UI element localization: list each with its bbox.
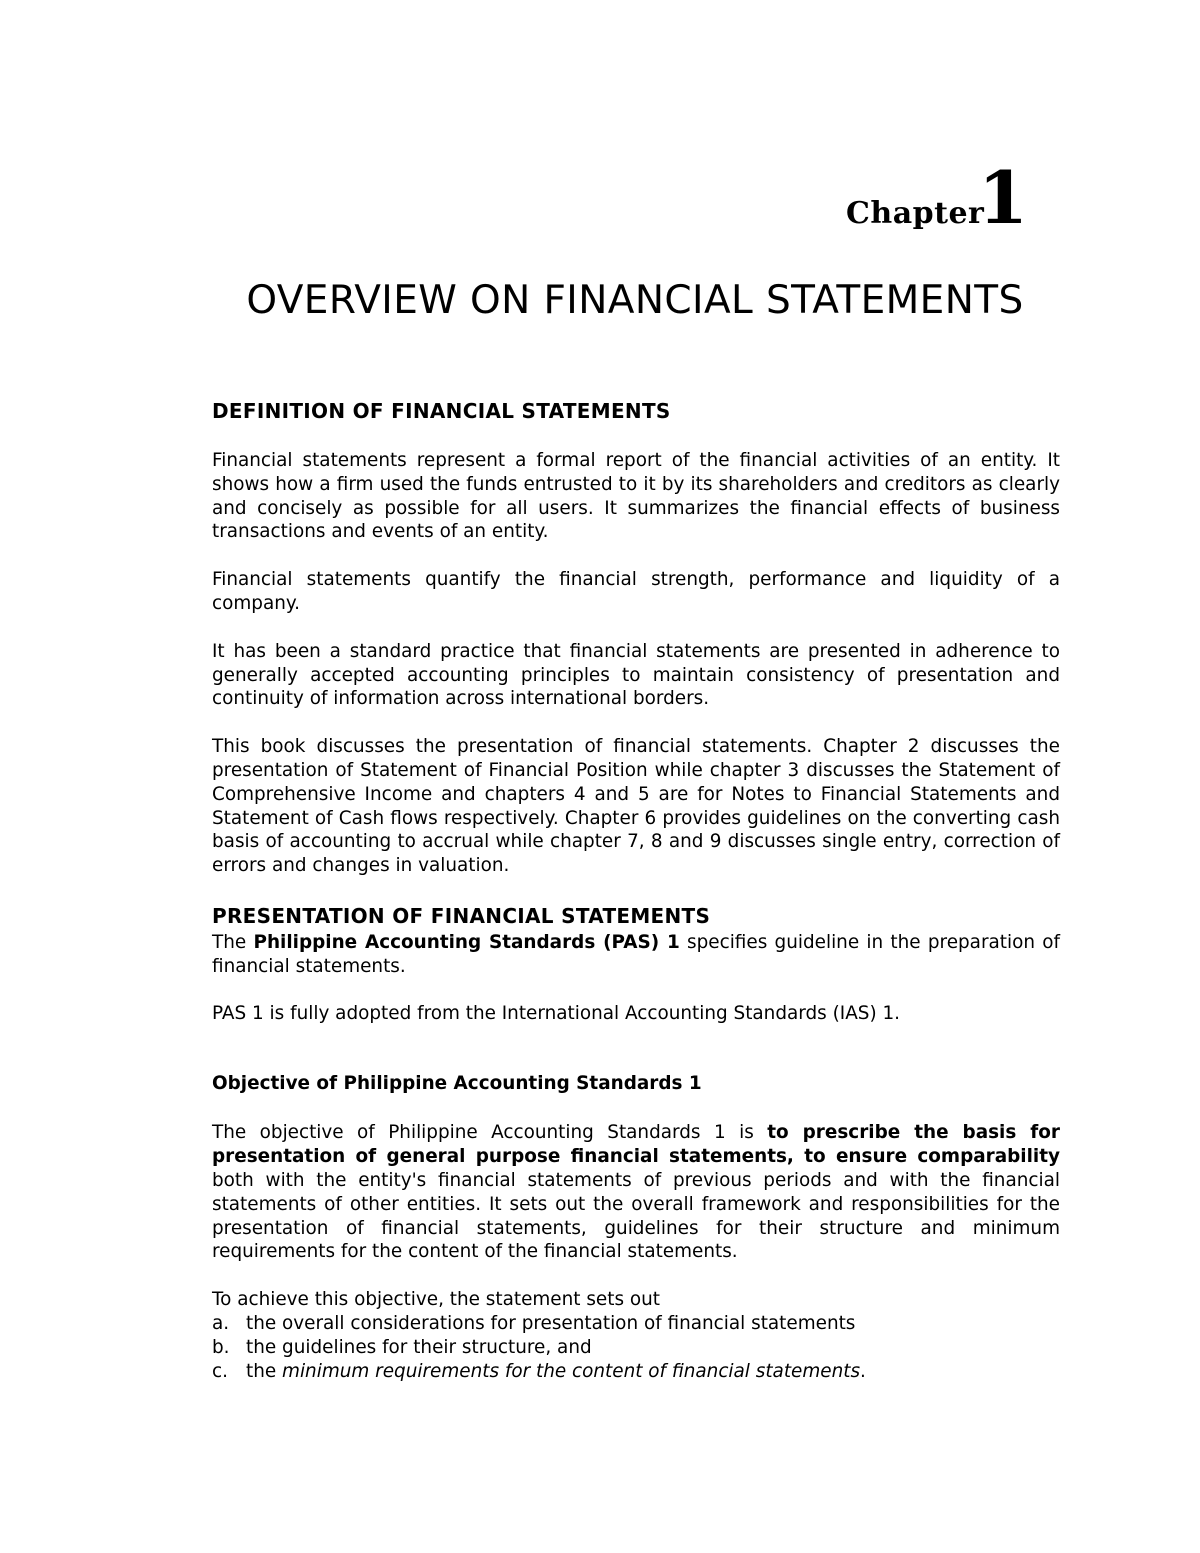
definition-paragraph-4: This book discusses the presentation of financial statements. Chapter 2 discusses the presentation of Statement of Financial Position while chapter 3 discusses the Statement of Comprehensive Income and chapters 4 and 5 are for Notes to Financial Statements and Statement of Cash flows respectively. Chapter 6 provides guidelines on the converting cash basis of accounting to accrual while chapter 7, 8 and 9 discusses single entry, correction of errors and changes in valuation.	[212, 736, 1060, 877]
objective-list	[212, 1312, 1060, 1383]
chapter-word: Chapter	[846, 196, 985, 231]
list-item: c. the minimum requirements for the content of financial statements.	[212, 1360, 866, 1382]
definition-paragraph-2: Financial statements quantify the financial strength, performance and liquidity of a company.	[212, 569, 1060, 614]
list-item: a. the overall considerations for presentation of financial statements	[212, 1312, 856, 1334]
definition-paragraph-1: Financial statements represent a formal report of the financial activities of an entity. It shows how a firm used the funds entrusted to it by its shareholders and creditors as clearly and concisely as possible for all users. It summarizes the financial effects of business transactions and events of an entity.	[212, 450, 1060, 543]
pas1-term: Philippine Accounting Standards (PAS) 1	[253, 931, 680, 953]
presentation-heading: PRESENTATION OF FINANCIAL STATEMENTS	[212, 903, 711, 928]
chapter-label	[846, 155, 1036, 248]
objective-emphasis: to prescribe the basis for presentation of general purpose financial statements, to ensure comparability	[212, 1122, 1061, 1168]
definition-heading: DEFINITION OF FINANCIAL STATEMENTS	[212, 399, 671, 423]
definition-paragraph-3: It has been a standard practice that financial statements are presented in adherence to generally accepted accounting principles to maintain consistency of presentation and continuity of information across international borders.	[212, 640, 1060, 710]
objective-list-intro: To achieve this objective, the statement sets out	[212, 1289, 660, 1311]
presentation-paragraph-1: The Philippine Accounting Standards (PAS) 1 specifies guideline in the preparation of financial statements.	[212, 931, 1060, 977]
page-title: OVERVIEW ON FINANCIAL STATEMENTS	[246, 278, 1024, 323]
objective-paragraph: The objective of Philippine Accounting Standards 1 is to prescribe the basis for presentation of general purpose financial statements, to ensure comparability both with the entity's financial statements of previous periods and with the financial statements of other entities. It sets out the overall framework and responsibilities for the presentation of financial statements, guidelines for their structure and minimum requirements for the content of the financial statements.	[212, 1122, 1061, 1263]
presentation-paragraph-2: PAS 1 is fully adopted from the International Accounting Standards (IAS) 1.	[212, 1002, 901, 1024]
document-body	[212, 396, 1060, 1383]
chapter-number: 1	[978, 155, 1029, 240]
list-item: b. the guidelines for their structure, and	[212, 1336, 592, 1358]
minimum-requirements-emphasis: minimum requirements for the content of financial statements	[282, 1360, 861, 1382]
objective-heading: Objective of Philippine Accounting Standards 1	[212, 1073, 702, 1095]
